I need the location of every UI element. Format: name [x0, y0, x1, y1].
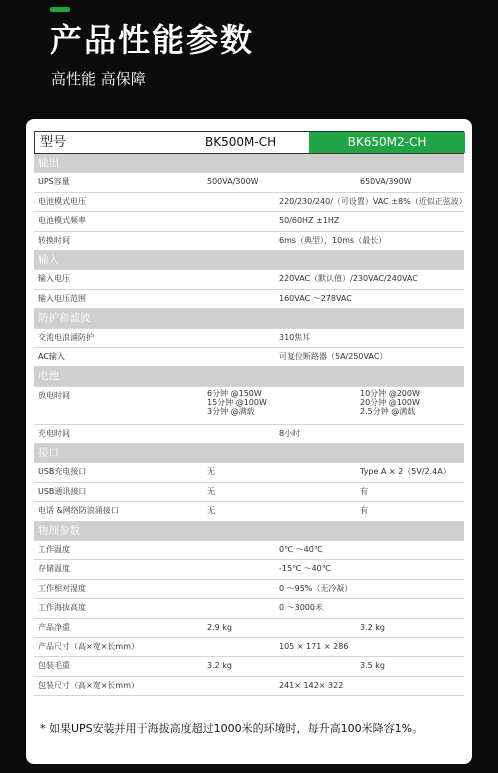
table-row — [34, 483, 464, 502]
spec-value-shared: 105 × 171 × 286 — [279, 641, 349, 651]
spec-value-shared: 220VAC（默认值）/230VAC/240VAC — [279, 274, 418, 284]
table-body — [34, 154, 467, 696]
section-header: 防护和滤波 — [34, 309, 464, 328]
table-row — [34, 677, 464, 696]
spec-label: 包装毛重 — [38, 661, 70, 671]
spec-value-model-2: 3.2 kg — [360, 622, 385, 632]
page-title: 产品性能参数 — [50, 21, 255, 59]
spec-label: 电池模式电压 — [38, 196, 86, 206]
spec-value-model-1: 无 — [207, 506, 215, 516]
spec-value-shared: 241× 142× 322 — [279, 680, 344, 690]
spec-label: 放电时间 — [38, 390, 70, 400]
table-row — [34, 463, 464, 482]
table-row — [34, 599, 464, 618]
spec-value-model-2: 有 — [360, 506, 368, 516]
spec-label: 存储温度 — [38, 564, 70, 574]
spec-value-shared: 可复位断路器（5A/250VAC） — [279, 351, 388, 361]
spec-label: UPS容量 — [38, 177, 70, 187]
spec-label: USB通讯接口 — [38, 486, 87, 496]
spec-value-shared: 160VAC ～278VAC — [279, 293, 352, 303]
footnote: * 如果UPS安装并用于海拔高度超过1000米的环境时，每升高100米降容1%。 — [40, 722, 424, 735]
spec-label: 工作相对湿度 — [38, 583, 86, 593]
spec-value-shared: 8小时 — [279, 428, 301, 438]
spec-value-shared: 220/230/240/（可设置）VAC ±8%（近似正弦波） — [279, 196, 467, 206]
model-2-heading: BK650M2-CH — [309, 132, 465, 153]
spec-value-shared: 50/60HZ ±1HZ — [279, 216, 340, 226]
model-1-heading: BK500M-CH — [205, 135, 277, 149]
spec-label: 电池模式频率 — [38, 216, 86, 226]
section-header: 接口 — [34, 444, 464, 463]
spec-label: 充电时间 — [38, 428, 70, 438]
table-row — [34, 560, 464, 579]
table-header — [34, 131, 464, 154]
table-row — [34, 232, 464, 251]
spec-label: 输入电压 — [38, 274, 70, 284]
table-row — [34, 657, 464, 676]
spec-label: USB充电接口 — [38, 467, 87, 477]
spec-value-model-2: 10分钟 @200W 20分钟 @100W 2.5分钟 @满载 — [360, 388, 420, 416]
table-row — [34, 329, 464, 348]
page-subtitle: 高性能 高保障 — [51, 70, 146, 88]
section-header: 电池 — [34, 367, 464, 386]
table-row — [34, 212, 464, 231]
table-row — [34, 619, 464, 638]
section-header: 输入 — [34, 251, 464, 270]
spec-value-shared: 0 ～95%（无冷凝） — [279, 583, 353, 593]
model-column-label: 型号 — [40, 135, 67, 150]
table-row — [34, 425, 464, 444]
section-header: 输出 — [34, 154, 464, 173]
spec-value-model-2: 有 — [360, 486, 368, 496]
spec-value-model-1: 2.9 kg — [207, 622, 232, 632]
table-row — [34, 193, 467, 212]
spec-value-model-2: 650VA/390W — [360, 177, 412, 187]
spec-label: 转换时间 — [38, 235, 70, 245]
spec-value-shared: 6ms（典型），10ms（最长） — [279, 235, 387, 245]
table-row — [34, 348, 464, 367]
table-row — [34, 580, 464, 599]
title-accent-bar — [50, 7, 70, 12]
table-row — [34, 502, 464, 521]
spec-label: 产品净重 — [38, 622, 70, 632]
table-row — [34, 541, 464, 560]
table-row — [34, 290, 464, 309]
spec-label: 包装尺寸（高×宽×长mm） — [38, 680, 139, 690]
spec-value-model-2: 3.5 kg — [360, 661, 385, 671]
spec-value-model-1: 6分钟 @150W 15分钟 @100W 3分钟 @满载 — [207, 388, 267, 416]
spec-value-model-2: Type A × 2（5V/2.4A） — [360, 467, 451, 477]
spec-card — [26, 119, 472, 764]
table-row — [34, 270, 464, 289]
section-header: 物理参数 — [34, 522, 464, 541]
spec-label: 电话 &网络防浪涌接口 — [38, 506, 119, 516]
spec-label: 产品尺寸（高×宽×长mm） — [38, 641, 139, 651]
table-row — [34, 638, 464, 657]
spec-label: 交流电浪涌防护 — [38, 332, 94, 342]
spec-value-model-1: 无 — [207, 467, 215, 477]
table-row — [34, 387, 464, 425]
spec-label: 工作温度 — [38, 545, 70, 555]
spec-label: AC输入 — [38, 351, 65, 361]
spec-label: 工作海拔高度 — [38, 603, 86, 613]
spec-value-shared: -15℃ ～40℃ — [279, 564, 331, 574]
spec-label: 输入电压范围 — [38, 293, 86, 303]
spec-value-shared: 0℃ ～40℃ — [279, 545, 323, 555]
spec-value-model-1: 3.2 kg — [207, 661, 232, 671]
spec-table — [34, 131, 467, 696]
spec-value-model-1: 500VA/300W — [207, 177, 259, 187]
spec-value-model-1: 无 — [207, 486, 215, 496]
table-row — [34, 173, 464, 192]
spec-value-shared: 310焦耳 — [279, 332, 311, 342]
spec-value-shared: 0 ～3000米 — [279, 603, 323, 613]
